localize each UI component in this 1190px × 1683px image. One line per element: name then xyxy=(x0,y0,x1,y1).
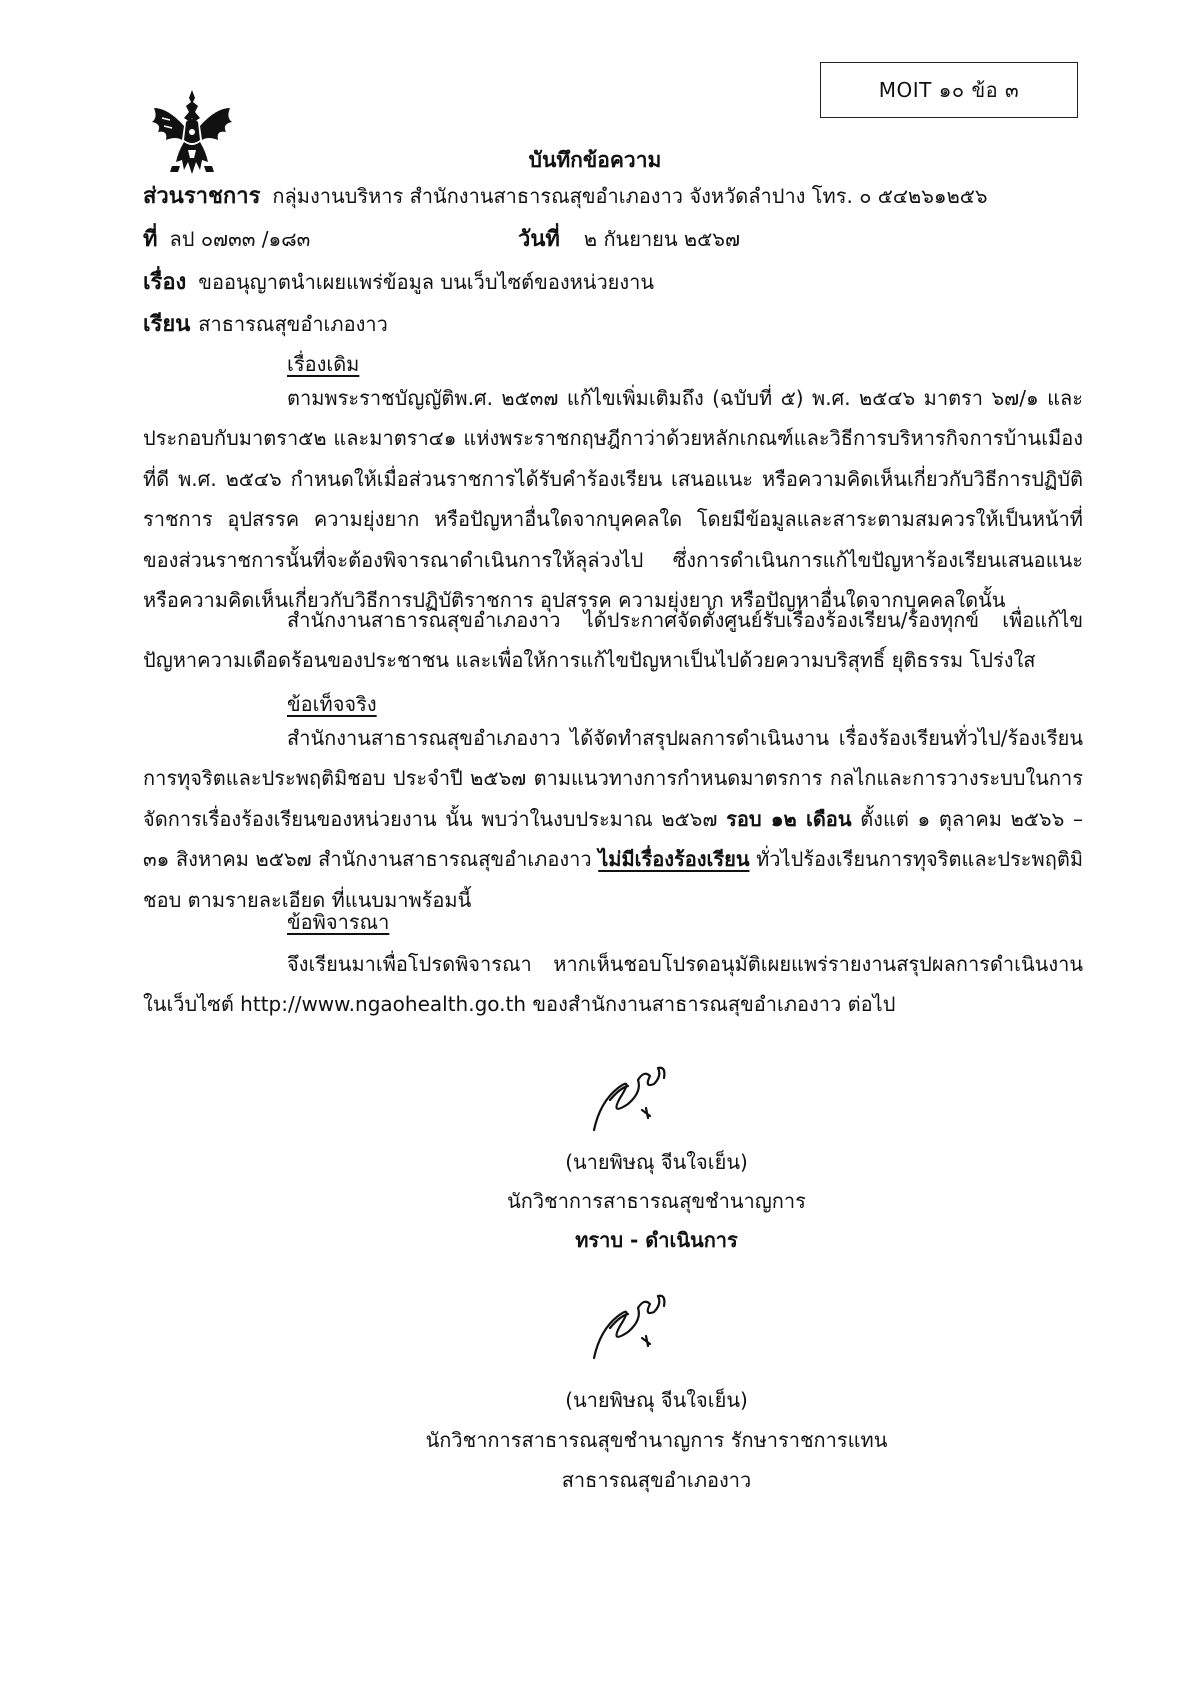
facts-text-a: สำนักงานสาธารณสุขอำเภองาว ได้จัดทำสรุปผลการดำเนินงาน เรื่องร้องเรียนทั่วไป/ร้องเรียนการทุจริตและประพฤติมิชอบ ประจำปี ๒๕๖๗ ตามแนวทางการกำหนดมาตรการ กลไกและการวางระบบในการจัดการเรื่องร้องเรียนของหน่วยงาน นั้น พบว่าในงบประมาณ ๒๕๖๗ xyxy=(143,726,1083,831)
date-label: วันที่ xyxy=(518,227,560,252)
date-value: ๒ กันยายน ๒๕๖๗ xyxy=(583,227,740,251)
reference-value: ลป ๐๗๓๓ /๑๘๓ xyxy=(169,227,311,251)
signature-1-handwriting xyxy=(580,1058,720,1134)
background-text-2: สำนักงานสาธารณสุขอำเภองาว ได้ประกาศจัดตั้งศูนย์รับเรื่องร้องเรียน/ร้องทุกข์ เพื่อแก้ไขปัญหาความเดือดร้อนของประชาชน และเพื่อให้การแก้ไขปัญหาเป็นไปด้วยความบริสุทธิ์ ยุติธรรม โปร่งใส xyxy=(143,608,1083,673)
background-heading: เรื่องเดิม xyxy=(287,352,360,376)
subject-line xyxy=(143,264,654,299)
signer-2-name: (นายพิษณุ จีนใจเย็น) xyxy=(565,1388,748,1412)
agency-value: กลุ่มงานบริหาร สำนักงานสาธารณสุขอำเภองาว จังหวัดลำปาง โทร. ๐ ๕๔๒๖๑๒๕๖ xyxy=(272,184,988,208)
moit-reference-box: MOIT ๑๐ ข้อ ๓ xyxy=(820,62,1078,118)
background-paragraph-1 xyxy=(143,378,1083,620)
facts-text-e: ทั่วไปร้องเรียนการทุจริตและประพฤติมิชอบ ตามรายละเอียด ที่แนบมาพร้อมนี้ xyxy=(143,847,1084,912)
agency-label: ส่วนราชการ xyxy=(143,184,261,209)
background-paragraph-2 xyxy=(143,600,1083,681)
addressee-label: เรียน xyxy=(143,312,191,337)
subject-label: เรื่อง xyxy=(143,270,187,295)
signer-1-name: (นายพิษณุ จีนใจเย็น) xyxy=(565,1150,748,1174)
reference-label: ที่ xyxy=(143,227,158,252)
facts-no-complaint-underlined: ไม่มีเรื่องร้องเรียน xyxy=(598,847,750,872)
signer-2-position: นักวิชาการสาธารณสุขชำนาญการ รักษาราชการแทน xyxy=(425,1428,888,1452)
agency-line xyxy=(143,178,988,213)
facts-period-bold: รอบ ๑๒ เดือน xyxy=(726,806,852,831)
signer-2-position-2: สาธารณสุขอำเภองาว xyxy=(561,1468,752,1492)
consideration-paragraph xyxy=(143,944,1083,1025)
signature-2-handwriting xyxy=(580,1286,720,1362)
acknowledge-note: ทราบ - ดำเนินการ xyxy=(575,1228,738,1252)
addressee-value: สาธารณสุขอำเภองาว xyxy=(198,312,388,336)
document-title: บันทึกข้อความ xyxy=(528,148,662,172)
facts-heading: ข้อเท็จจริง xyxy=(287,692,377,716)
date-line xyxy=(518,221,740,256)
facts-paragraph xyxy=(143,718,1083,920)
consideration-text: จึงเรียนมาเพื่อโปรดพิจารณา หากเห็นชอบโปรดอนุมัติเผยแพร่รายงานสรุปผลการดำเนินงานในเว็บไซต์ http://www.ngaohealth.go.th ของสำนักงานสาธารณสุขอำเภองาว ต่อไป xyxy=(143,952,1083,1017)
signer-1-position: นักวิชาการสาธารณสุขชำนาญการ xyxy=(507,1189,806,1213)
reference-line xyxy=(143,221,310,256)
consideration-heading: ข้อพิจารณา xyxy=(287,910,390,934)
facts-text-c: ตั้งแต่ ๑ ตุลาคม ๒๕๖๖ – ๓๑ สิงหาคม ๒๕๖๗ สำนักงานสาธารณสุขอำเภองาว xyxy=(143,806,1083,872)
background-text-1: ตามพระราชบัญญัติพ.ศ. ๒๕๓๗ แก้ไขเพิ่มเติมถึง (ฉบับที่ ๕) พ.ศ. ๒๕๔๖ มาตรา ๖๗/๑ และประกอบกับมาตรา๕๒ และมาตรา๔๑ แห่งพระราชกฤษฎีกาว่าด้วยหลักเกณฑ์และวิธีการบริหารกิจการบ้านเมืองที่ดี พ.ศ. ๒๕๔๖ กำหนดให้เมื่อส่วนราชการได้รับคำร้องเรียน เสนอแนะ หรือความคิดเห็นเกี่ยวกับวิธีการปฏิบัติราชการ อุปสรรค ความยุ่งยาก หรือปัญหาอื่นใดจากบุคคลใด โดยมีข้อมูลและสาระตามสมควรให้เป็นหน้าที่ของส่วนราชการนั้นที่จะต้องพิจารณาดำเนินการให้ลุล่วงไป ซึ่งการดำเนินการแก้ไขปัญหาร้องเรียนเสนอแนะ หรือความคิดเห็นเกี่ยวกับวิธีการปฏิบัติราชการ อุปสรรค ความยุ่งยาก หรือปัญหาอื่นใดจากบุคคลใดนั้น xyxy=(143,386,1083,613)
addressee-line xyxy=(143,306,388,341)
subject-value: ขออนุญาตนำเผยแพร่ข้อมูล บนเว็บไซต์ของหน่วยงาน xyxy=(198,270,655,294)
